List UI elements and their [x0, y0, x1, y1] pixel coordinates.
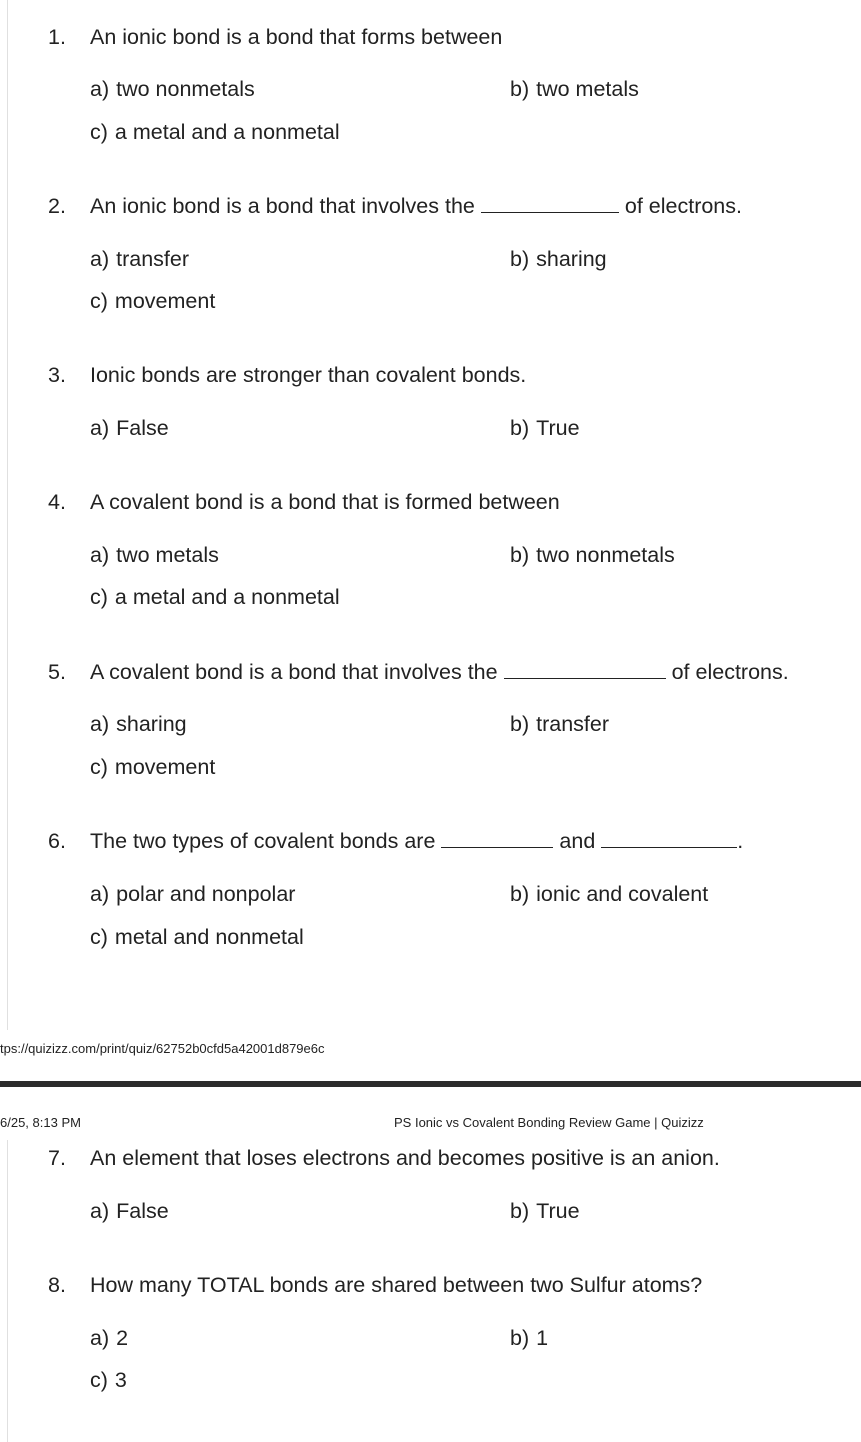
- option-a: a) False: [90, 1199, 169, 1223]
- answer-blank: [441, 829, 553, 848]
- option-b: b) ionic and covalent: [510, 882, 709, 906]
- option-a: a) two metals: [90, 543, 219, 567]
- question-number: 8.: [48, 1273, 66, 1297]
- option-a: a) polar and nonpolar: [90, 882, 296, 906]
- print-header-datetime: 6/25, 8:13 PM: [0, 1115, 81, 1130]
- page-left-edge: [7, 0, 8, 1030]
- question-text: [48, 489, 560, 515]
- question-number: 4.: [48, 490, 66, 514]
- answer-blank: [601, 829, 737, 848]
- question-number: 7.: [48, 1146, 66, 1170]
- option-b: b) two nonmetals: [510, 543, 675, 567]
- question-text: 6. The two types of covalent bonds are and .: [48, 829, 744, 853]
- option-c: c) 3: [90, 1368, 127, 1392]
- question-number: 2.: [48, 194, 66, 218]
- question-prompt: An element that loses electrons and becomes positive is an anion.: [90, 1146, 720, 1170]
- print-header-title: PS Ionic vs Covalent Bonding Review Game | Quizizz: [394, 1115, 704, 1130]
- question-text: [48, 24, 502, 50]
- question-text: [48, 1145, 720, 1171]
- question-number: 5.: [48, 660, 66, 684]
- question-text: 2. An ionic bond is a bond that involves the of electrons.: [48, 194, 742, 218]
- option-b: b) True: [510, 416, 580, 440]
- question-number: 3.: [48, 363, 66, 387]
- option-c: c) a metal and a nonmetal: [90, 120, 340, 144]
- option-a: a) sharing: [90, 712, 187, 736]
- answer-blank: [504, 660, 666, 679]
- option-b: b) 1: [510, 1326, 549, 1350]
- page-left-edge: [7, 1140, 8, 1442]
- question-prompt: How many TOTAL bonds are shared between two Sulfur atoms?: [90, 1273, 703, 1297]
- question-text: [48, 1272, 702, 1298]
- option-a: a) transfer: [90, 247, 190, 271]
- question-number: 1.: [48, 25, 66, 49]
- option-a: a) False: [90, 416, 169, 440]
- question-text: [48, 362, 526, 388]
- question-prompt: Ionic bonds are stronger than covalent bonds.: [90, 363, 527, 387]
- page-break-divider: [0, 1081, 861, 1087]
- option-a: a) 2: [90, 1326, 129, 1350]
- question-text: 5. A covalent bond is a bond that involves the of electrons.: [48, 660, 789, 684]
- option-b: b) True: [510, 1199, 580, 1223]
- answer-blank: [481, 194, 619, 213]
- option-c: c) a metal and a nonmetal: [90, 585, 340, 609]
- option-c: c) movement: [90, 289, 216, 313]
- print-footer-url[interactable]: tps://quizizz.com/print/quiz/62752b0cfd5a42001d879e6c: [0, 1041, 325, 1056]
- option-a: a) two nonmetals: [90, 77, 255, 101]
- option-c: c) metal and nonmetal: [90, 925, 304, 949]
- option-c: c) movement: [90, 755, 216, 779]
- question-prompt: An ionic bond is a bond that forms between: [90, 25, 503, 49]
- option-b: b) transfer: [510, 712, 610, 736]
- question-number: 6.: [48, 829, 66, 853]
- option-b: b) two metals: [510, 77, 639, 101]
- question-prompt: A covalent bond is a bond that is formed between: [90, 490, 560, 514]
- option-b: b) sharing: [510, 247, 607, 271]
